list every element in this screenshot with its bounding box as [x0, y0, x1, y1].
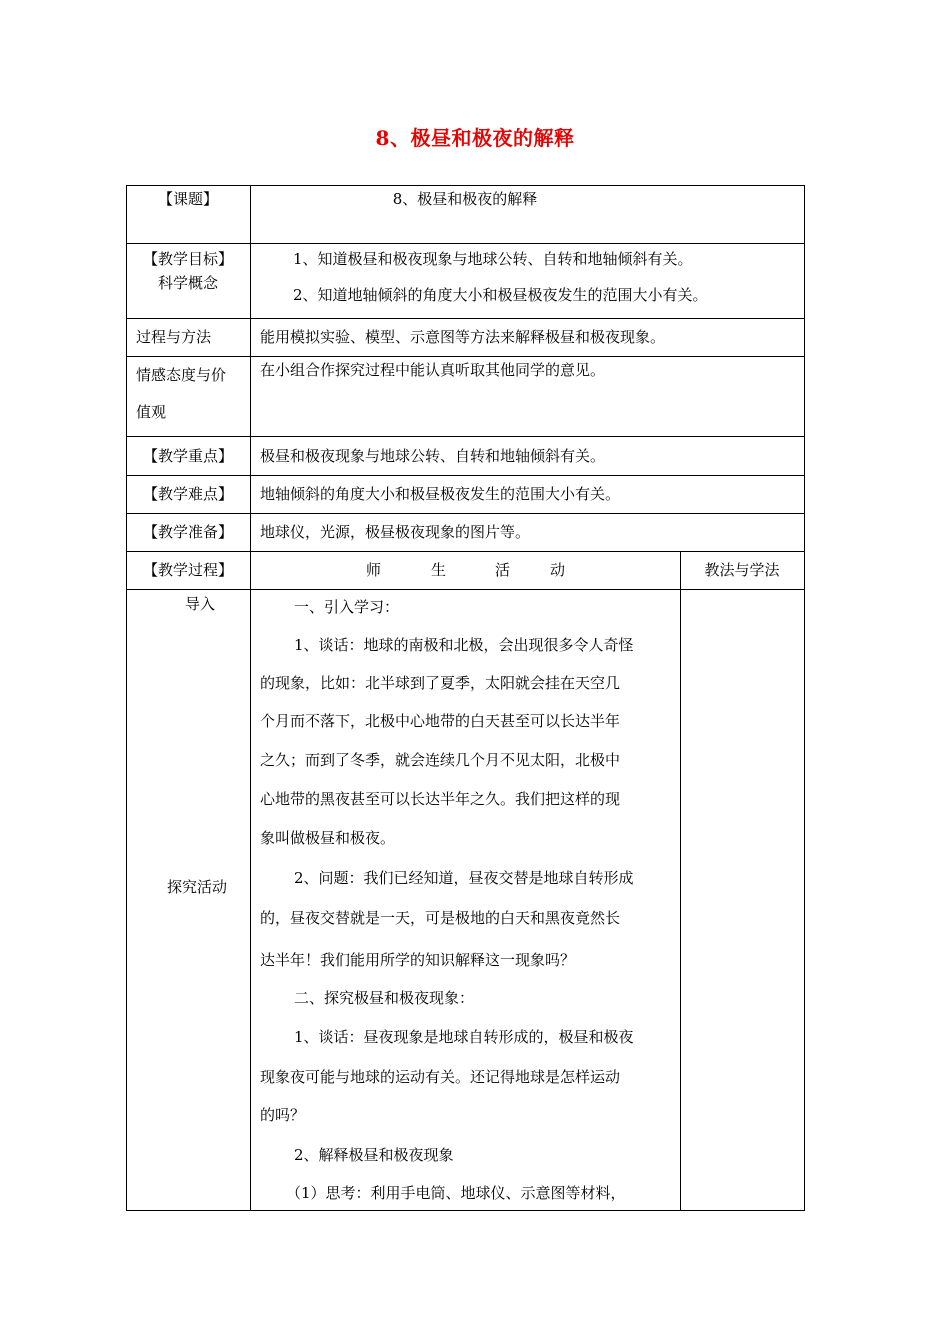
- page-title: 8、极昼和极夜的解释: [375, 126, 575, 150]
- activity-line: 2、问题：我们已经知道，昼夜交替是地球自转形成: [294, 869, 634, 887]
- activity-line: 的现象，比如：北半球到了夏季，太阳就会挂在天空几: [260, 674, 621, 692]
- activity-line: 一、引入学习：: [294, 598, 400, 616]
- topic-value: 8、极昼和极夜的解释: [392, 190, 538, 208]
- table-rule: [126, 185, 127, 1211]
- activity-line: 个月而不落下，北极中心地带的白天甚至可以长达半年: [260, 712, 621, 730]
- topic-label: 【课题】: [157, 190, 218, 208]
- activity-line: 现象夜可能与地球的运动有关。还记得地球是怎样运动: [260, 1068, 621, 1086]
- stage-explore: 探究活动: [166, 878, 227, 896]
- table-rule: [126, 436, 805, 437]
- preparation-value: 地球仪，光源，极昼极夜现象的图片等。: [260, 523, 531, 541]
- activity-line: （1）思考：利用手电筒、地球仪、示意图等材料，: [286, 1184, 626, 1202]
- attitude-label-line-2: 值观: [136, 403, 167, 421]
- activity-line: 1、谈话：地球的南极和北极，会出现很多令人奇怪: [294, 636, 634, 654]
- activity-header-char: 动: [550, 561, 566, 579]
- table-rule: [680, 551, 681, 1211]
- process-label: 【教学过程】: [142, 561, 233, 579]
- activity-line: 象叫做极昼和极夜。: [260, 829, 396, 847]
- activity-line: 心地带的黑夜甚至可以长达半年之久。我们把这样的现: [260, 790, 621, 808]
- goal-label: 【教学目标】: [142, 250, 233, 268]
- lesson-plan-table: [126, 185, 805, 1211]
- table-rule: [804, 185, 805, 1211]
- attitude-label-line-1: 情感态度与价: [136, 366, 227, 384]
- activity-header-char: 生: [431, 561, 447, 579]
- activity-line: 二、探究极昼和极夜现象：: [294, 989, 475, 1007]
- key-point-label: 【教学重点】: [142, 447, 233, 465]
- goal-2: 2、知道地轴倾斜的角度大小和极昼极夜发生的范围大小有关。: [293, 286, 708, 304]
- activity-line: 的，昼夜交替就是一天，可是极地的白天和黑夜竟然长: [260, 909, 621, 927]
- activity-header-char: 活: [495, 561, 511, 579]
- method-header: 教法与学法: [704, 561, 780, 579]
- method-label: 过程与方法: [136, 328, 212, 346]
- goal-1: 1、知道极昼和极夜现象与地球公转、自转和地轴倾斜有关。: [293, 250, 693, 268]
- goal-sub-label: 科学概念: [157, 274, 218, 292]
- table-rule: [126, 1210, 805, 1211]
- difficulty-label: 【教学难点】: [142, 485, 233, 503]
- activity-header-char: 师: [366, 561, 382, 579]
- activity-line: 达半年！我们能用所学的知识解释这一现象吗？: [260, 951, 576, 969]
- attitude-value: 在小组合作探究过程中能认真听取其他同学的意见。: [260, 361, 606, 379]
- activity-line: 1、谈话：昼夜现象是地球自转形成的，极昼和极夜: [294, 1028, 634, 1046]
- stage-intro: 导入: [184, 595, 215, 613]
- activity-line: 之久；而到了冬季，就会连续几个月不见太阳，北极中: [260, 751, 621, 769]
- difficulty-value: 地轴倾斜的角度大小和极昼极夜发生的范围大小有关。: [260, 485, 621, 503]
- activity-line: 的吗？: [260, 1106, 306, 1124]
- preparation-label: 【教学准备】: [142, 523, 233, 541]
- table-rule: [250, 185, 251, 1211]
- method-value: 能用模拟实验、模型、示意图等方法来解释极昼和极夜现象。: [260, 328, 666, 346]
- key-point-value: 极昼和极夜现象与地球公转、自转和地轴倾斜有关。: [260, 447, 606, 465]
- activity-line: 2、解释极昼和极夜现象: [294, 1146, 454, 1164]
